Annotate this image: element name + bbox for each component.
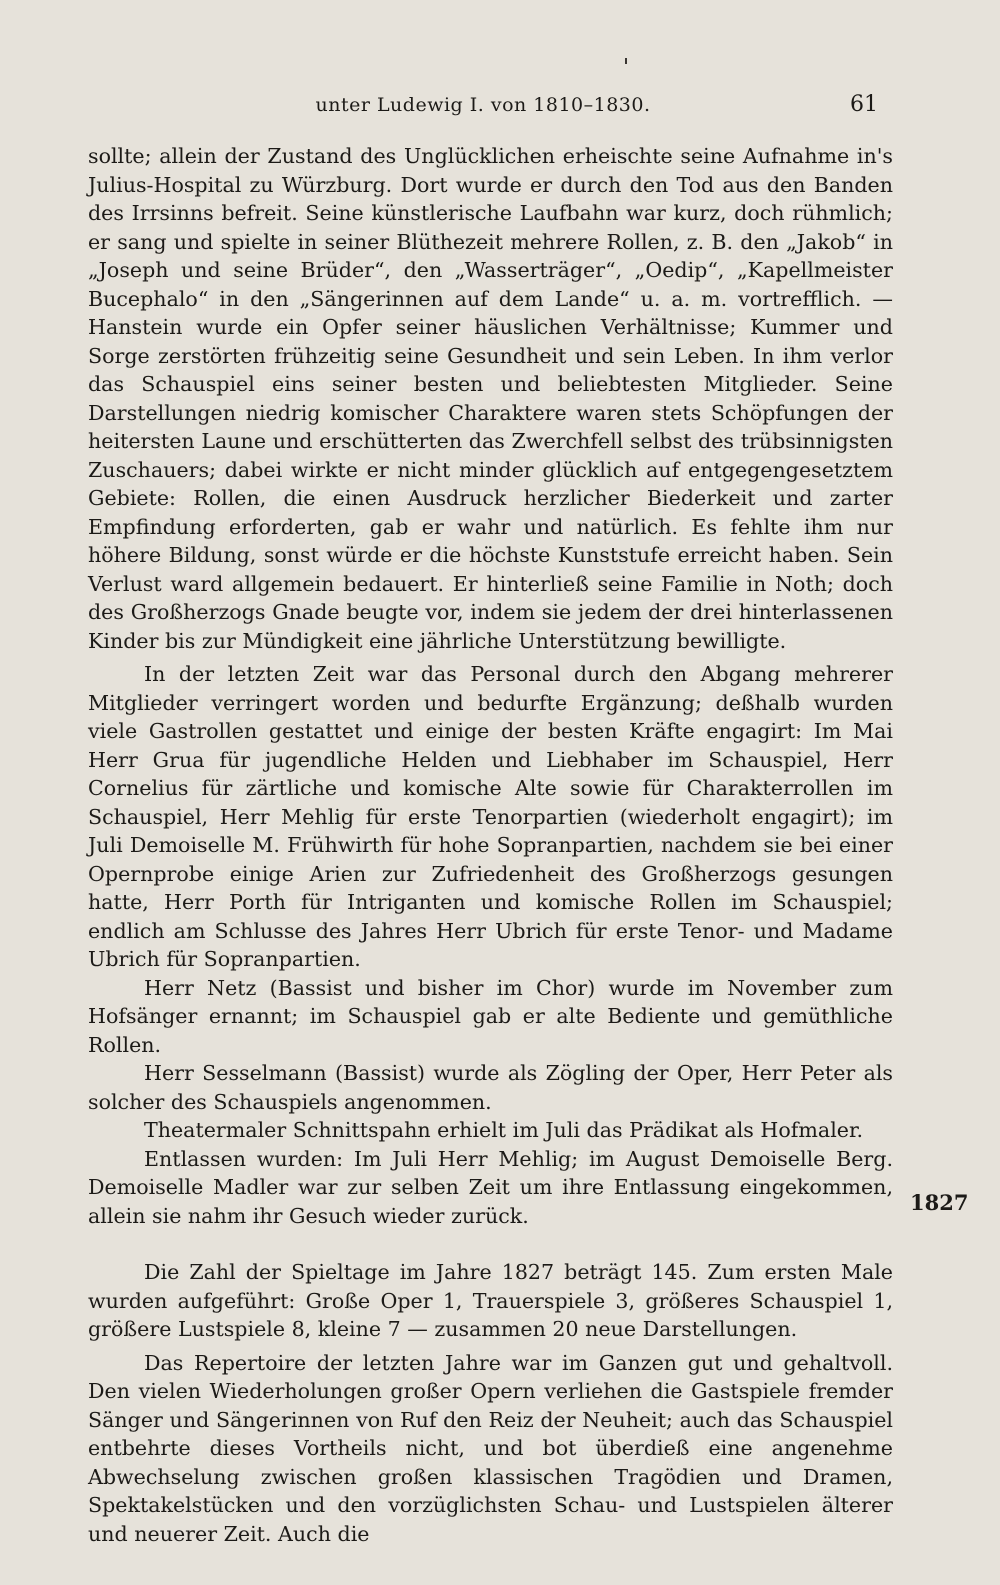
paragraph-schnittspahn: Theatermaler Schnittspahn erhielt im Juli das Prädikat als Hofmaler. (144, 1118, 864, 1142)
paragraph-sesselmann: Herr Sesselmann (Bassist) wurde als Zögling der Oper, Herr Peter als solcher des Schauspiels angenommen. (88, 1061, 893, 1114)
ink-speck (625, 58, 627, 64)
paragraph-continuation: sollte; allein der Zustand des Unglücklichen erheischte seine Aufnahme in's Julius-Hospital zu Würzburg. Dort wurde er durch den Tod aus den Banden des Irrsinns befreit. Seine künstlerische Laufbahn war kurz, doch rühmlich; er sang und spielte in seiner Blüthezeit mehrere Rollen, z. B. den „Jakob“ in „Joseph und seine Brüder“, den „Wasserträger“, „Oedip“, „Kapellmeister Bucephalo“ in den „Sängerinnen auf dem Lande“ u. a. m. vortrefflich. — Hanstein wurde ein Opfer seiner häuslichen Verhältnisse; Kummer und Sorge zerstörten frühzeitig seine Gesundheit und sein Leben. In ihm verlor das Schauspiel eins seiner besten und beliebtesten Mitglieder. Seine Darstellungen niedrig komischer Charaktere waren stets Schöpfungen der heitersten Laune und erschütterten das Zwerchfell selbst des trübsinnigsten Zuschauers; dabei wirkte er nicht minder glücklich auf entgegengesetztem Gebiete: Rollen, die einen Ausdruck herzlicher Biederkeit und zarter Empfindung erforderten, gab er wahr und natürlich. Es fehlte ihm nur höhere Bildung, sonst würde er die höchste Kunststufe erreicht haben. Sein Verlust ward allgemein bedauert. Er hinterließ seine Familie in Noth; doch des Großherzogs Gnade beugte vor, indem sie jedem der drei hinterlassenen Kinder bis zur Mündigkeit eine jährliche Unterstützung bewilligte. (88, 144, 893, 653)
body-text (88, 142, 893, 1548)
marginal-year: 1827 (910, 1190, 969, 1215)
paragraph-personnel: In der letzten Zeit war das Personal durch den Abgang mehrerer Mitglieder verringert worden und bedurfte Ergänzung; deßhalb wurden viele Gastrollen gestattet und einige der besten Kräfte engagirt: Im Mai Herr Grua für jugendliche Helden und Liebhaber im Schauspiel, Herr Cornelius für zärtliche und komische Alte sowie für Charakterrollen im Schauspiel, Herr Mehlig für erste Tenorpartien (wiederholt engagirt); im Juli Demoiselle M. Frühwirth für hohe Sopranpartien, nachdem sie bei einer Opernprobe einige Arien zur Zufriedenheit des Großherzogs gesungen hatte, Herr Porth für Intriganten und komische Rollen im Schauspiel; endlich am Schlusse des Jahres Herr Ubrich für erste Tenor- und Madame Ubrich für Sopranpartien. (88, 662, 893, 971)
paragraph-repertoire: Das Repertoire der letzten Jahre war im Ganzen gut und gehaltvoll. Den vielen Wiederholungen großer Opern verliehen die Gastspiele fremder Sänger und Sängerinnen von Ruf den Reiz der Neuheit; auch das Schauspiel entbehrte dieses Vortheils nicht, und bot überdieß eine angenehme Abwechselung zwischen großen klassischen Tragödien und Dramen, Spektakelstücken und den vorzüglichsten Schau- und Lustspielen älterer und neuerer Zeit. Auch die (88, 1350, 893, 1546)
running-head: unter Ludewig I. von 1810–1830. (315, 94, 651, 116)
page-number: 61 (850, 92, 878, 117)
paragraph-netz: Herr Netz (Bassist und bisher im Chor) wurde im November zum Hofsänger ernannt; im Schauspiel gab er alte Bediente und gemüthliche Rollen. (88, 975, 893, 1057)
paragraph-1827-statistics: Die Zahl der Spieltage im Jahre 1827 beträgt 145. Zum ersten Male wurden aufgeführt: Große Oper 1, Trauerspiele 3, größeres Schauspiel 1, größere Lustspiele 8, kleine 7 — zusammen 20 neue Darstellungen. (88, 1260, 893, 1341)
paragraph-dismissals: Entlassen wurden: Im Juli Herr Mehlig; im August Demoiselle Berg. Demoiselle Madler war zur selben Zeit um ihre Entlassung eingekommen, allein sie nahm ihr Gesuch wieder zurück. (88, 1146, 893, 1228)
page-header (88, 92, 878, 122)
